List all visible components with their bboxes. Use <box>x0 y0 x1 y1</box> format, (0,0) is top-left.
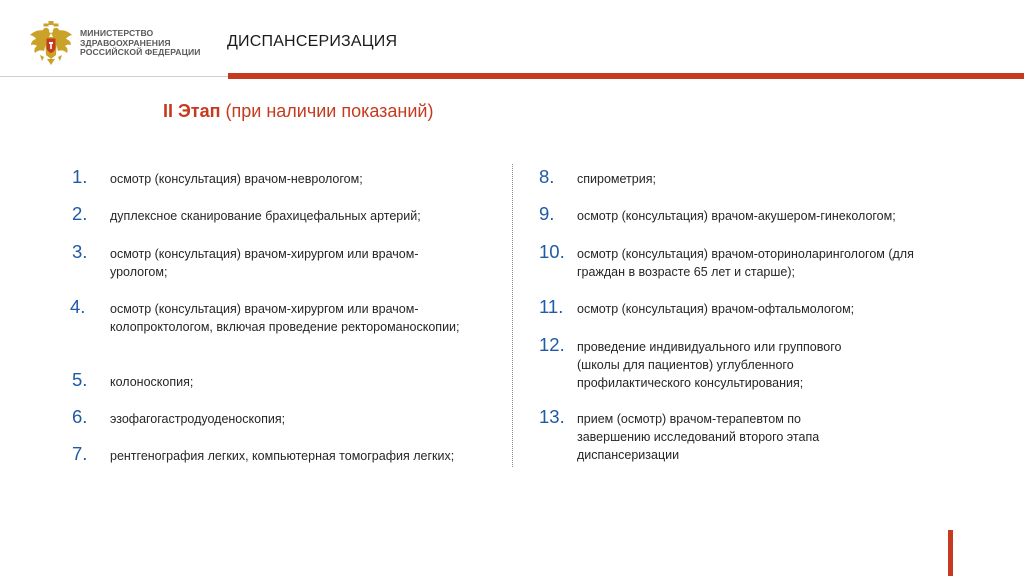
ministry-line: ЗДРАВООХРАНЕНИЯ <box>80 37 171 48</box>
ministry-line: МИНИСТЕРСТВО <box>80 28 154 38</box>
item-text: эзофагогастродуоденоскопия; <box>110 412 286 426</box>
item-number: 4. <box>70 296 86 317</box>
header-divider <box>0 76 228 77</box>
header-accent-bar <box>228 73 1024 79</box>
item-number: 12. <box>539 334 565 355</box>
item-number: 7. <box>72 443 88 464</box>
item-number: 1. <box>72 166 88 187</box>
item-text: колоноскопия; <box>110 375 194 389</box>
item-number: 13. <box>539 406 565 427</box>
ministry-name <box>80 29 201 58</box>
item-number: 3. <box>72 241 88 262</box>
item-number: 2. <box>72 203 88 224</box>
item-text: осмотр (консультация) врачом-неврологом; <box>110 172 363 186</box>
item-text: прием (осмотр) врачом-терапевтом по завершению исследований второго этапа диспансеризации <box>577 412 820 462</box>
item-number: 11. <box>539 296 564 317</box>
slide-title: ДИСПАНСЕРИЗАЦИЯ <box>227 33 398 50</box>
item-text: осмотр (консультация) врачом-офтальмологом; <box>577 302 855 316</box>
item-text: осмотр (консультация) врачом-хирургом или врачом-колопроктологом, включая проведение ректороманоскопии; <box>110 302 460 334</box>
item-number: 8. <box>539 166 555 187</box>
item-text: осмотр (консультация) врачом-оториноларингологом (для граждан в возрасте 65 лет и старше); <box>577 247 914 279</box>
item-number: 10. <box>539 241 565 262</box>
item-number: 9. <box>539 203 555 224</box>
column-divider <box>512 164 513 467</box>
stage-heading <box>163 101 433 122</box>
item-text: проведение индивидуального или группового (школы для пациентов) углубленного профилактического консультирования; <box>577 340 842 390</box>
footer-accent-bar <box>948 530 953 576</box>
stage-note: (при наличии показаний) <box>220 101 434 121</box>
russian-coat-of-arms-icon <box>26 19 76 69</box>
item-text: осмотр (консультация) врачом-акушером-гинекологом; <box>577 209 896 223</box>
ministry-line: РОССИЙСКОЙ ФЕДЕРАЦИИ <box>80 47 201 58</box>
item-number: 6. <box>72 406 88 427</box>
item-text: рентгенография легких, компьютерная томография легких; <box>110 449 455 463</box>
stage-label: II Этап <box>163 101 221 121</box>
item-number: 5. <box>72 369 88 390</box>
item-text: осмотр (консультация) врачом-хирургом или врачом-урологом; <box>110 247 419 279</box>
item-text: дуплексное сканирование брахицефальных артерий; <box>110 209 421 223</box>
item-text: спирометрия; <box>577 172 656 186</box>
